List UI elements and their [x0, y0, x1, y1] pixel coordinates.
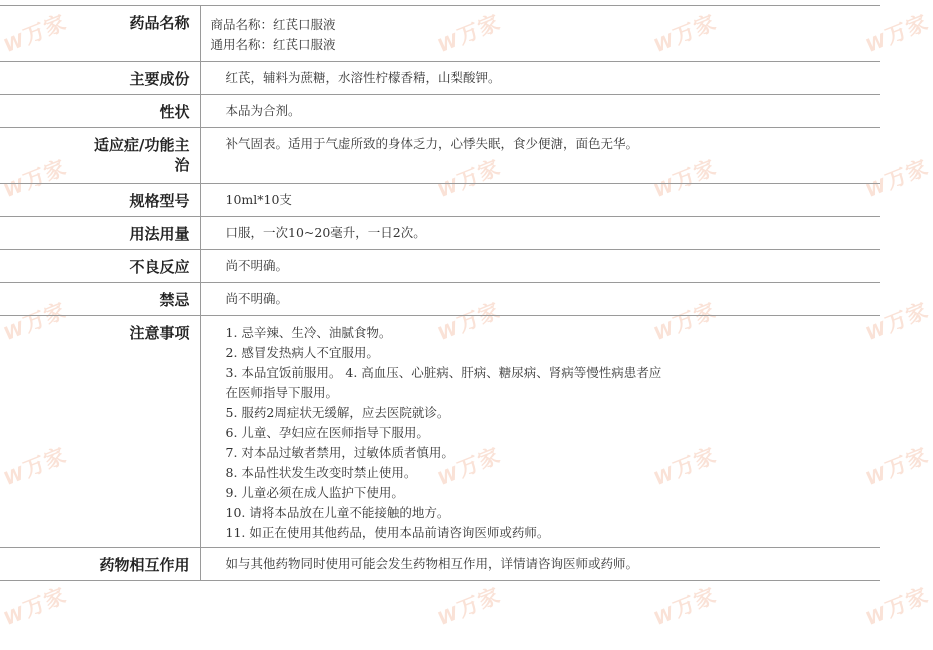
precaution-item: 11. 如正在使用其他药品，使用本品前请咨询医师或药师。 [225, 525, 550, 540]
precaution-item: 6. 儿童、孕妇应在医师指导下服用。 [225, 425, 429, 440]
value-ingredients: 红芪，辅料为蔗糖，水溶性柠檬香精，山梨酸钾。 [200, 62, 880, 95]
row-spec [0, 184, 880, 217]
watermark: W万家 [435, 443, 504, 491]
label-ingredients: 主要成份 [0, 62, 200, 95]
row-adverse [0, 250, 880, 283]
watermark: W万家 [435, 583, 504, 631]
value-drug-name [200, 6, 880, 62]
precaution-item: 3. 本品宜饭前服用。 4. 高血压、心脏病、肝病、糖尿病、肾病等慢性病患者应 [225, 365, 662, 380]
watermark: W万家 [651, 583, 720, 631]
watermark: W万家 [863, 443, 932, 491]
watermark: W万家 [1, 583, 70, 631]
row-interactions [0, 548, 880, 581]
label-spec: 规格型号 [0, 184, 200, 217]
label-indications-line2: 治 [174, 156, 190, 174]
watermark: W万家 [863, 155, 932, 203]
value-interactions: 如与其他药物同时使用可能会发生药物相互作用，详情请咨询医师或药师。 [200, 548, 880, 581]
precaution-item: 7. 对本品过敏者禁用，过敏体质者慎用。 [225, 445, 454, 460]
watermark: W万家 [1, 10, 70, 58]
precaution-item: 8. 本品性状发生改变时禁止使用。 [225, 465, 417, 480]
label-precautions: 注意事项 [0, 316, 200, 548]
watermark: W万家 [1, 443, 70, 491]
generic-name: 通用名称：红芪口服液 [210, 37, 336, 52]
value-adverse: 尚不明确。 [200, 250, 880, 283]
watermark: W万家 [435, 298, 504, 346]
watermark: W万家 [435, 10, 504, 58]
value-indications: 补气固表。适用于气虚所致的身体乏力，心悸失眠，食少便溏，面色无华。 [200, 128, 880, 184]
precaution-item: 10. 请将本品放在儿童不能接触的地方。 [225, 505, 450, 520]
precaution-item: 在医师指导下服用。 [225, 385, 339, 400]
row-precautions [0, 316, 880, 548]
label-dosage: 用法用量 [0, 217, 200, 250]
precaution-item: 9. 儿童必须在成人监护下使用。 [225, 485, 404, 500]
watermark: W万家 [651, 443, 720, 491]
value-spec: 10ml*10支 [200, 184, 880, 217]
watermark: W万家 [863, 10, 932, 58]
row-indications [0, 128, 880, 184]
label-indications [0, 128, 200, 184]
precaution-item: 1. 忌辛辣、生冷、油腻食物。 [225, 325, 392, 340]
watermark: W万家 [651, 298, 720, 346]
precaution-item: 2. 感冒发热病人不宜服用。 [225, 345, 379, 360]
row-drug-name [0, 6, 880, 62]
value-dosage: 口服，一次10~20毫升，一日2次。 [200, 217, 880, 250]
label-drug-name: 药品名称 [0, 6, 200, 62]
value-precautions [200, 316, 880, 548]
label-interactions: 药物相互作用 [0, 548, 200, 581]
watermark: W万家 [863, 298, 932, 346]
watermark: W万家 [651, 10, 720, 58]
watermark: W万家 [1, 155, 70, 203]
label-indications-line1: 适应症/功能主 [94, 136, 190, 154]
row-ingredients [0, 62, 880, 95]
watermark: W万家 [435, 155, 504, 203]
label-character: 性状 [0, 95, 200, 128]
watermark: W万家 [1, 298, 70, 346]
label-adverse: 不良反应 [0, 250, 200, 283]
watermark: W万家 [863, 583, 932, 631]
drug-info-table [0, 5, 880, 581]
value-contraindications: 尚不明确。 [200, 283, 880, 316]
row-contraindications [0, 283, 880, 316]
row-dosage [0, 217, 880, 250]
row-character [0, 95, 880, 128]
precaution-item: 5. 服药2周症状无缓解，应去医院就诊。 [225, 405, 450, 420]
watermark: W万家 [651, 155, 720, 203]
trade-name: 商品名称：红芪口服液 [210, 17, 336, 32]
label-contraindications: 禁忌 [0, 283, 200, 316]
value-character: 本品为合剂。 [200, 95, 880, 128]
